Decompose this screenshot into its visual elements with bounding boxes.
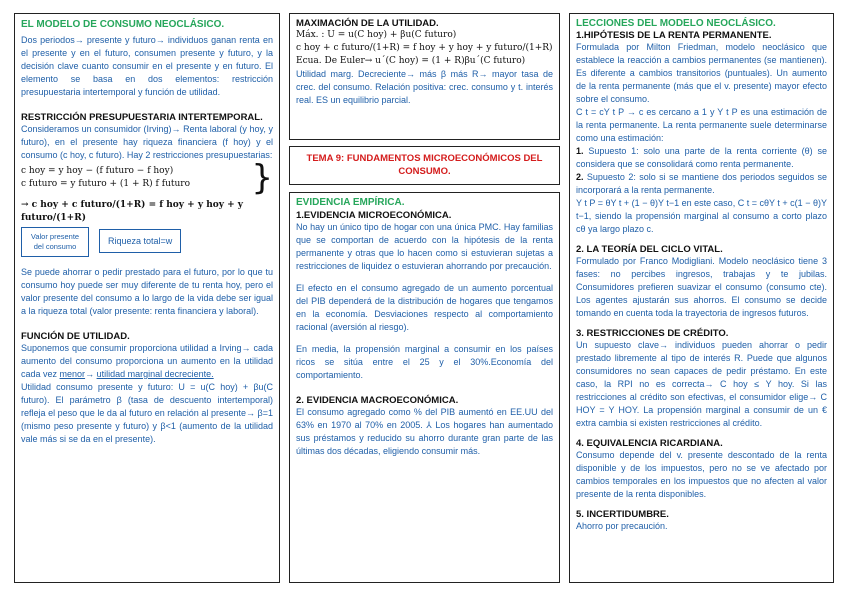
equation-rpi: → c hoy + c futuro/(1+R) = f hoy + y hoy + y futuro/(1+R) (21, 200, 244, 223)
left-panel (14, 13, 280, 583)
s1-sup1-number: 1. (576, 146, 584, 156)
funcion-udm: utilidad marginal decreciente. (96, 369, 214, 379)
funcion-title: FUNCIÓN DE UTILIDAD. (21, 331, 130, 342)
max-equation: Máx. : U = u(C hoy) + βu(C futuro) (296, 30, 457, 40)
s3-text: Un supuesto clave→ individuos pueden ahorrar o pedir prestado libremente al tipo de interés R. Puede que algunos consumidores no sean capaces de pedir préstamo. En este caso, la RPI no es correcta→ C hoy ≤ Y hoy. Si las restricciones al crédito son efectivas, el consumidor elige→ C HOY = Y HOY. La propensión marginal a consumir de un € extra cambia si existen restricciones al crédito. (576, 340, 827, 428)
max-text: Utilidad marg. Decreciente→ más β más R→ mayor tasa de crec. del consumo. Relación positiva: crec. consumo y t. interés real. ES un equilibrio parcial. (296, 69, 553, 105)
tema-title: TEMA 9: FUNDAMENTOS MICROECONÓMICOS DEL CONSUMO. (306, 153, 543, 177)
micro-p1: No hay un único tipo de hogar con una única PMC. Hay familias que se comportan de acuerdo con la hipótesis de la renta permanente y otras que lo hacen como si estuvieran sujetas a restricciones de liquidez o estuvieran ahorrando por precaución. (296, 222, 553, 271)
s1-title: 1.HIPÓTESIS DE LA RENTA PERMANENTE. (576, 30, 772, 41)
s4-text: Consumo depende del v. presente descontado de la renta disponible y de los impuestos, pero no se ve afectado por cambios temporales en los impuestos que no afecten al valor presente de la renta disponibles. (576, 450, 827, 499)
s1-eq: C t = cY t P → c es cercano a 1 y Y t P es una estimación de la renta permanente. La renta permanente suele determinarse como una estimación: (576, 107, 827, 143)
s1-sup2-text: Supuesto 2: solo si se mantiene dos periodos seguidos se incorporará a la renta permanente. (576, 172, 827, 195)
riqueza-total-box: Riqueza total=w (99, 229, 181, 253)
restriccion-equations (21, 158, 273, 198)
evidencia-panel (289, 192, 560, 583)
tema-panel (289, 146, 560, 185)
s3-title: 3. RESTRICCIONES DE CRÉDITO. (576, 328, 729, 339)
s5-text: Ahorro por precaución. (576, 521, 668, 531)
micro-title: 1.EVIDENCIA MICROECONÓMICA. (296, 210, 452, 221)
brace-symbol: } (251, 158, 273, 198)
macro-text: El consumo agregado como % del PIB aumentó en EE.UU del 63% en 1970 al 70% en 2005. ⅄ Los hogares han aumentado sus préstamos y reducido su ahorro durante gran parte de las últimas dos décadas, eligiendo consumir más. (296, 407, 553, 456)
funcion-text1-body: Suponemos que consumir proporciona utilidad a Irving→ cada aumento del consumo proporciona un aumento en la utilidad cada vez (21, 343, 273, 379)
s1-sup2 (576, 171, 827, 197)
macro-title: 2. EVIDENCIA MACROECONÓMICA. (296, 395, 459, 406)
evidencia-title: EVIDENCIA EMPÍRICA. (296, 197, 405, 208)
equation-c-futuro: c futuro = y futuro + (1 + R) f futuro (21, 179, 190, 189)
s1-sup2-number: 2. (576, 172, 584, 182)
equation-labels (21, 227, 273, 257)
funcion-menor: menor (59, 369, 86, 379)
ahorro-text: Se puede ahorrar o pedir prestado para el futuro, por lo que tu consumo hoy puede ser muy diferente de tu renta hoy, pero el valor presente del consumo a lo largo de la vida debe ser igual a la riqueza total (valor presente: renta financiera y laboral). (21, 267, 273, 316)
left-intro: Dos periodos→ presente y futuro→ individuos ganan renta en el presente y en el futuro, consumen presente y futuro, y la decisión clave cuanto consumir en el presente y en futuro. El elemento se basa en dos elementos: restricción presupuestaria intertemporal y función de utilidad. (21, 35, 273, 97)
s1-sup1-text: Supuesto 1: solo una parte de la renta corriente (θ) se considera que se consolidará como renta permanente. (576, 146, 827, 169)
restriccion-title: RESTRICCIÓN PRESUPUESTARIA INTERTEMPORAL. (21, 112, 263, 123)
s4-title: 4. EQUIVALENCIA RICARDIANA. (576, 438, 723, 449)
funcion-arrow: → (85, 369, 95, 379)
left-title: EL MODELO DE CONSUMO NEOCLÁSICO. (21, 19, 225, 30)
max-title: MAXIMACIÓN DE LA UTILIDAD. (296, 18, 439, 29)
s1-sup1 (576, 145, 827, 171)
valor-presente-box: Valor presente del consumo (21, 227, 89, 257)
s5-title: 5. INCERTIDUMBRE. (576, 509, 669, 520)
euler-equation: Ecua. De Euler→ u´(C hoy) = (1 + R)βu´(C futuro) (296, 56, 526, 66)
s1-p1: Formulada por Milton Friedman, modelo neoclásico que establece la reacción a cambios permanentes (se mantienen). Es diferente a cambios transitorios (puntuales). Un aumento de la renta permanente (más que el v. presente) mayor efecto sobre el consumo. (576, 42, 827, 104)
s1-eq2: Y t P = θY t + (1 − θ)Y t−1 en este caso, C t = cθY t + c(1 − θ)Y t−1, siendo la propensión marginal al consumo a corto plazo cθ ya largo plazo c. (576, 198, 827, 234)
funcion-text1 (21, 342, 273, 381)
right-title: LECCIONES DEL MODELO NEOCLÁSICO. (576, 18, 776, 29)
equation-c-hoy: c hoy = y hoy − (f futuro − f hoy) (21, 166, 174, 176)
funcion-text2: Utilidad consumo presente y futuro: U = u(C hoy) + βu(C futuro). El parámetro β (tasa de descuento intertemporal) refleja el peso que le da al futuro en relación al presente→ β=1 (mismo peso presente y futuro) y β<1 (aumento de la utilidad vale más si se da en el presente). (21, 382, 273, 444)
s2-title: 2. LA TEORÍA DEL CICLO VITAL. (576, 244, 723, 255)
maximizacion-panel (289, 13, 560, 140)
micro-p2: El efecto en el consumo agregado de un aumento porcentual del PIB dependerá de la distribución de hogares que tengamos en la economía. Desviaciones respecto al comportamiento racional (aversión al riesgo). (296, 283, 553, 332)
max-constraint: c hoy + c futuro/(1+R) = f hoy + y hoy + y futuro/(1+R) (296, 43, 553, 53)
restriccion-text: Consideramos un consumidor (Irving)→ Renta laboral (y hoy, y futuro), en el presente hay riqueza financiera (f hoy) y el consumo (c hoy, c futuro). Hay 2 restricciones presupuestarias: (21, 124, 273, 160)
right-panel (569, 13, 834, 583)
micro-p3: En media, la propensión marginal a consumir en los países ricos se sitúa entre el 25 y el 30%.Economía del comportamiento. (296, 344, 553, 380)
s2-text: Formulado por Franco Modigliani. Modelo neoclásico tiene 3 fases: no percibes ingresos, trabajas y te jubilas. Consumidores prefieren suavizar el consumo (consumo cte). Los agentes ajustarán sus ahorros. El consumo se decide tomando en cuenta toda la trayectoria de ingresos futuros. (576, 256, 827, 318)
